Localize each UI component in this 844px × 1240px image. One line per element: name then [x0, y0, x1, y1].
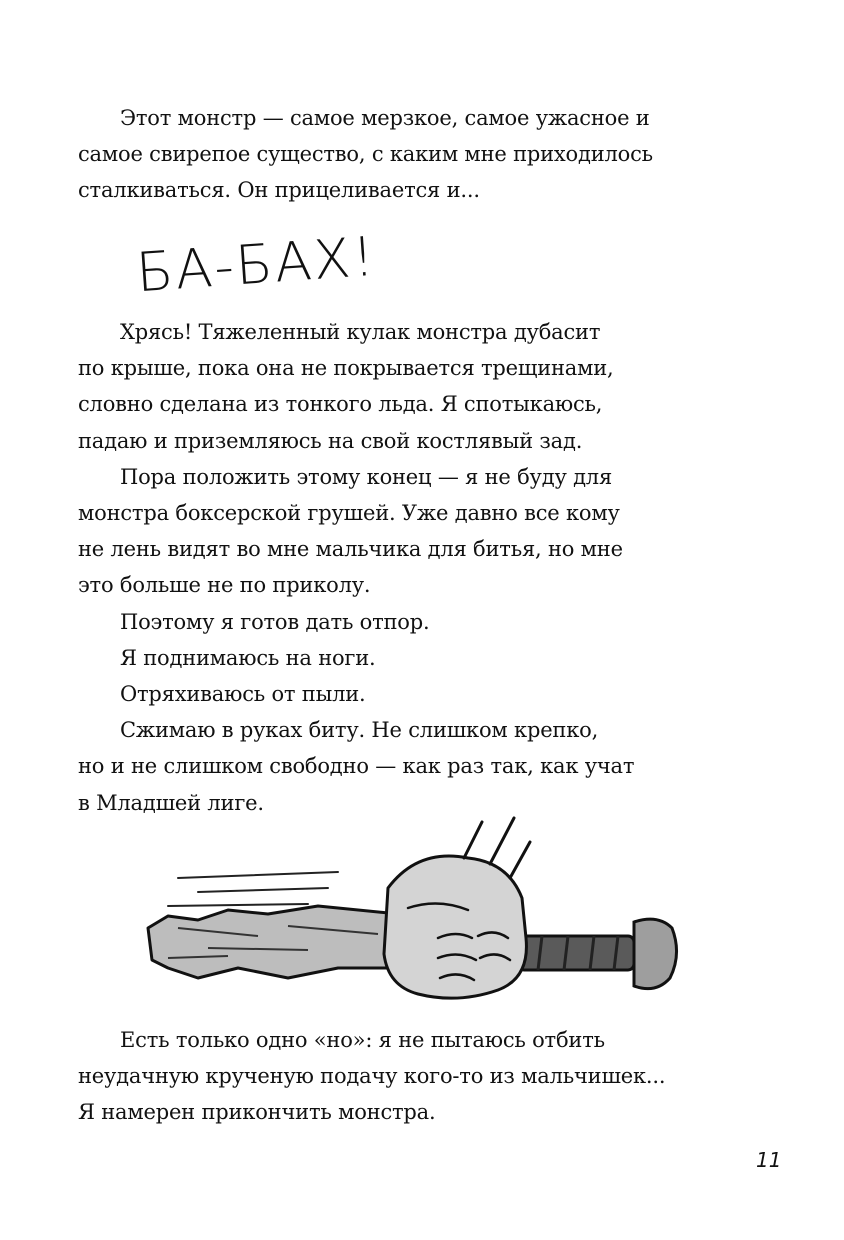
text-line: это больше не по приколу.	[78, 573, 371, 598]
text-line: по крыше, пока она не покрывается трещинами,	[78, 356, 614, 381]
text-block-bottom	[78, 1022, 768, 1131]
text-line: Я поднимаюсь на ноги.	[120, 645, 376, 670]
text-block-middle	[78, 314, 768, 821]
page-number: 11	[756, 1148, 782, 1172]
text-line: Есть только одно «но»: я не пытаюсь отбить	[120, 1028, 605, 1052]
text-line: Я намерен прикончить монстра.	[78, 1100, 436, 1125]
sound-effect	[132, 214, 379, 305]
text-line: Этот монстр — самое мерзкое, самое ужасное и	[120, 106, 650, 130]
sound-effect-text: БА-БАХ!	[134, 224, 379, 305]
hand-gripping-bat-illustration	[138, 818, 698, 1010]
text-line: самое свирепое существо, с каким мне приходилось	[78, 142, 653, 167]
text-line: Отряхиваюсь от пыли.	[120, 682, 366, 707]
text-line: падаю и приземляюсь на свой костлявый зад.	[78, 428, 583, 453]
text-line: монстра боксерской грушей. Уже давно все кому	[78, 501, 620, 526]
text-block-top	[78, 100, 768, 209]
text-line: не лень видят во мне мальчика для битья, но мне	[78, 537, 623, 562]
text-line: сталкиваться. Он прицеливается и...	[78, 178, 480, 203]
text-line: в Младшей лиге.	[78, 790, 264, 815]
text-line: словно сделана из тонкого льда. Я спотыкаюсь,	[78, 392, 603, 417]
text-line: Поэтому я готов дать отпор.	[120, 609, 430, 634]
text-line: неудачную крученую подачу кого-то из мальчишек...	[78, 1064, 666, 1089]
text-line: Сжимаю в руках биту. Не слишком крепко,	[120, 718, 599, 743]
text-line: Пора положить этому конец — я не буду для	[120, 464, 612, 489]
text-line: но и не слишком свободно — как раз так, как учат	[78, 754, 635, 779]
text-line: Хрясь! Тяжеленный кулак монстра дубасит	[120, 320, 601, 344]
